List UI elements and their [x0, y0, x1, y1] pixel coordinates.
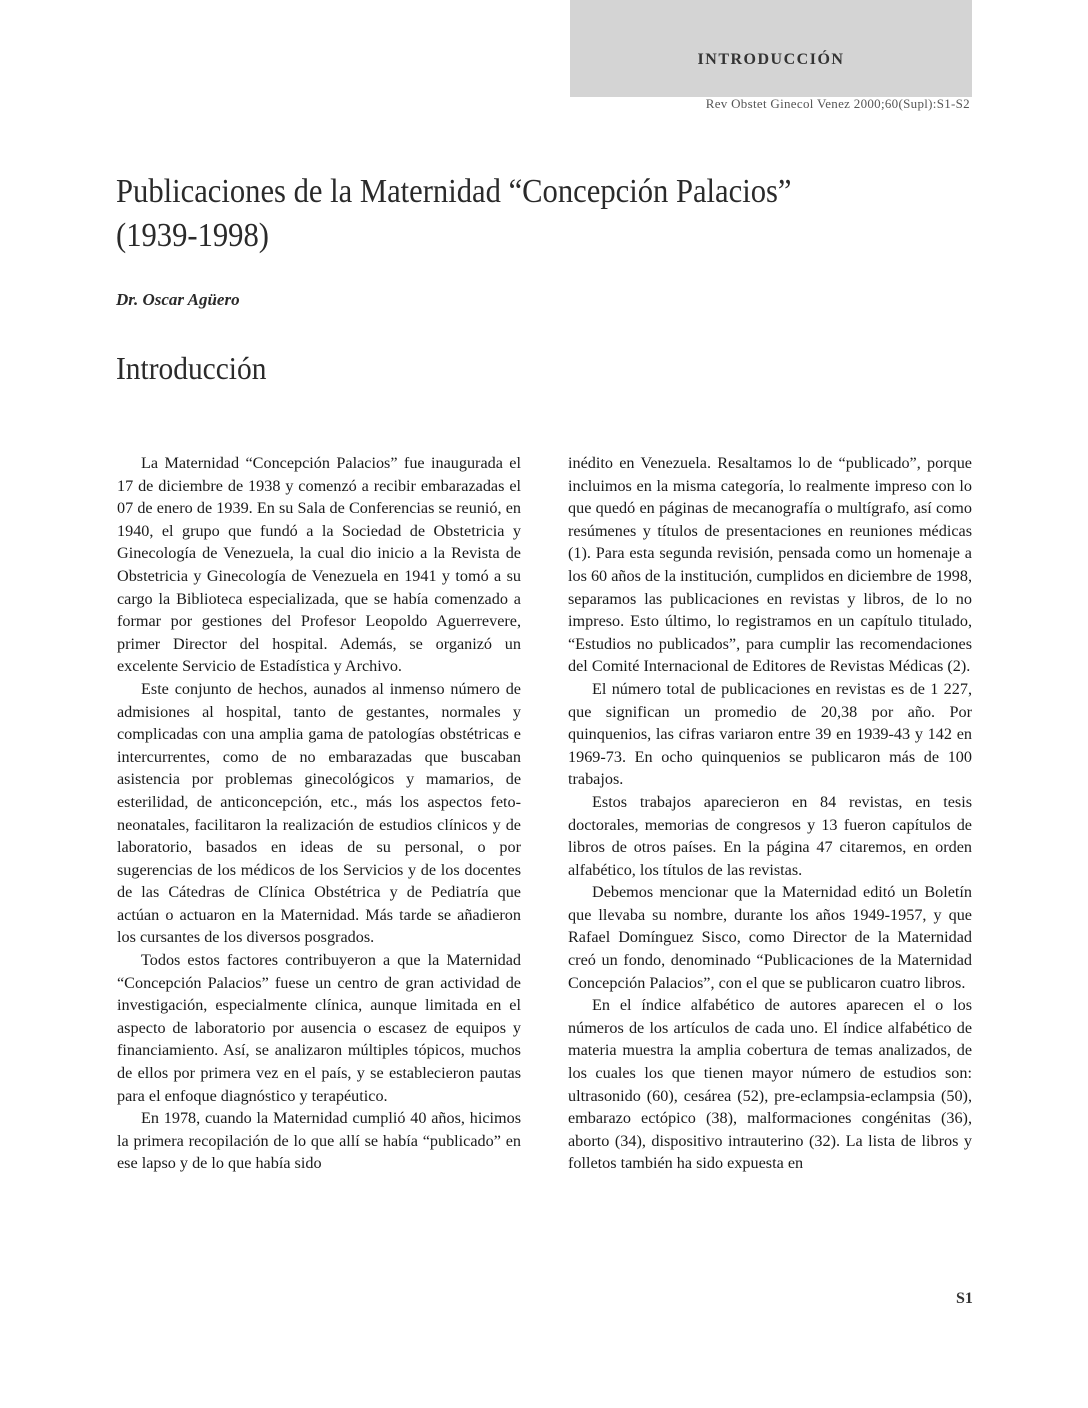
paragraph: Debemos mencionar que la Maternidad editó un Boletín que llevaba su nombre, durante los años 1949-1957, y que Rafael Domínguez Sisco, como Director de la Maternidad creó un fondo, denominado “Publicaciones de la Maternidad Concepción Palacios”, con el que se publicaron cuatro libros.: [568, 883, 972, 992]
section-label: INTRODUCCIÓN: [697, 51, 845, 68]
article-author: Dr. Oscar Agüero: [116, 290, 240, 309]
paragraph: El número total de publicaciones en revistas es de 1 227, que significan un promedio de 20,38 por año. Por quinquenios, las cifras variaron entre 39 en 1939-43 y 142 en 1969-73. En ocho quinquenios se publicaron más de 100 trabajos.: [568, 679, 972, 789]
paragraph: La Maternidad “Concepción Palacios” fue inaugurada el 17 de diciembre de 1938 y comenzó a recibir embarazadas el 07 de enero de 1939. En su Sala de Conferencias se reunió, en 1940, el grupo que fundó a la Sociedad de Obstetricia y Ginecología de Venezuela, la cual dio inicio a la Revista de Obstetricia y Ginecología de Venezuela en 1941 y tomó a su cargo la Biblioteca especializada, que se había comenzado a formar por gestiones del Profesor Leopoldo Aguerrevere, primer Director del hospital. Además, se organizó un excelente Servicio de Estadística y Archivo.: [117, 454, 521, 676]
paragraph: Este conjunto de hechos, aunados al inmenso número de admisiones al hospital, tanto de gestantes, normales y complicadas con una amplia gama de patologías obstétricas e intercurrentes, como de no embarazadas que buscaban asistencia por problemas ginecológicos y mamarios, de esterilidad, de anticoncepción, etc., más los aspectos feto-neonatales, facilitaron la realización de estudios clínicos y de laboratorio, basados en ideas de su personal, o por sugerencias de los médicos de los Servicios y de los docentes de las Cátedras de Clínica Obstétrica y de Pediatría que actúan o actuaron en la Maternidad. Más tarde se añadieron los cursantes de los diversos posgrados.: [117, 679, 521, 947]
paragraph: En 1978, cuando la Maternidad cumplió 40 años, hicimos la primera recopilación de lo que allí se había “publicado” en ese lapso y de lo que había sido: [117, 1109, 521, 1173]
paragraph: Todos estos factores contribuyeron a que la Maternidad “Concepción Palacios” fuese un centro de gran actividad de investigación, especialmente clínica, aunque limitada en el aspecto de laboratorio por ausencia o escasez de equipos y financiamiento. Así, se analizaron múltiples tópicos, muchos de ellos por primera vez en el país, y se establecieron pautas para el enfoque diagnóstico y terapéutico.: [117, 951, 521, 1105]
article-title: Publicaciones de la Maternidad “Concepción Palacios” (1939-1998): [116, 173, 792, 254]
page-number: S1: [956, 1290, 973, 1307]
section-heading: Introducción: [116, 350, 267, 386]
paragraph: En el índice alfabético de autores aparecen el o los números de los artículos de cada uno. El índice alfabético de materia muestra la amplia cobertura de temas analizados, de los cuales los que tienen mayor número de estudios son: ultrasonido (60), cesárea (52), pre-eclampsia-eclampsia (50), embarazo ectópico (38), malformaciones congénitas (36), aborto (34), dispositivo intrauterino (32). La lista de libros y folletos también ha sido expuesta en: [568, 996, 972, 1173]
paragraph-continuation: inédito en Venezuela. Resaltamos lo de “publicado”, porque incluimos en la misma categoría, lo realmente impreso con lo que quedó en páginas de mecanografía o multígrafo, así como resúmenes y títulos de presentaciones en reuniones médicas (1). Para esta segunda revisión, pensada como un homenaje a los 60 años de la institución, cumplidos en diciembre de 1998, separamos las publicaciones en revistas y libros, de lo no impreso. Esto último, lo registramos en un capítulo titulado, “Estudios no publicados”, para cumplir las recomendaciones del Comité Internacional de Editores de Revistas Médicas (2).: [568, 454, 972, 676]
left-column: [117, 452, 521, 1175]
right-column: [568, 452, 972, 1175]
journal-citation: Rev Obstet Ginecol Venez 2000;60(Supl):S1-S2: [705, 96, 970, 111]
paragraph: Estos trabajos aparecieron en 84 revistas, en tesis doctorales, memorias de congresos y 13 fueron capítulos de libros de otros países. En la página 47 citaremos, en orden alfabético, los títulos de las revistas.: [568, 792, 972, 879]
section-label-band: [570, 0, 972, 97]
